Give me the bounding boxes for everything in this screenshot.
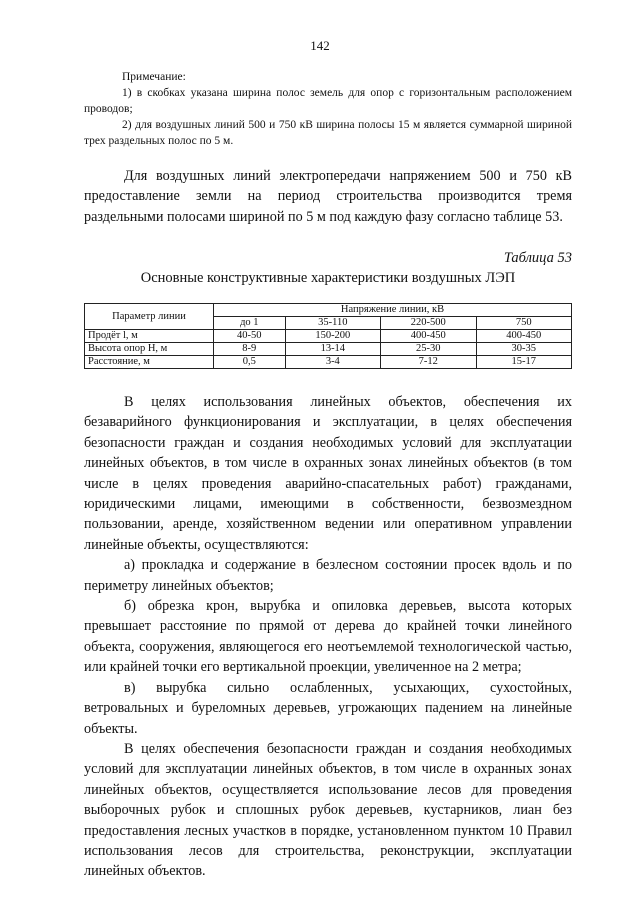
intro-paragraph: Для воздушных линий электропередачи напряжением 500 и 750 кВ предоставление земли на период строительства производится тремя раздельными полосами шириной по 5 м под каждую фазу согласно таблице 53.: [84, 168, 572, 225]
paragraph: б) обрезка крон, вырубка и опиловка деревьев, высота которых превышает расстояние по прямой от дерева до крайней точки линейного объекта, сооружения, являющегося его неотъемлемой технологической частью, или крайней точки его вертикальной проекции, увеличенное на 2 метра;: [84, 598, 572, 676]
paragraph: В целях обеспечения безопасности граждан и создания необходимых условий для эксплуатации линейных объектов, в том числе в охранных зонах линейных объектов, осуществляется использование лесов для проведения выборочных рубок и сплошных рубок деревьев, кустарников, лиан без предоставления лесных участков в порядке, установленном пунктом 10 Правил использования лесов для строительства, реконструкции, эксплуатации линейных объектов.: [84, 740, 572, 880]
row-param: Продёт l, м: [85, 330, 214, 343]
column-header: до 1: [214, 317, 286, 330]
column-header: 220-500: [381, 317, 476, 330]
table-header-row: [85, 304, 572, 317]
note-title: Примечание:: [122, 71, 186, 83]
table-cell: 25-30: [381, 343, 476, 356]
table-cell: 8-9: [214, 343, 286, 356]
table-cell: 0,5: [214, 356, 286, 369]
table-row: [85, 343, 572, 356]
page-number: 142: [310, 38, 330, 53]
table-cell: 7-12: [381, 356, 476, 369]
table-cell: 400-450: [476, 330, 572, 343]
note-item: 1) в скобках указана ширина полос земель для опор с горизонтальным расположением проводов;: [84, 87, 572, 115]
spec-table: [84, 303, 572, 369]
main-text-block: [84, 392, 572, 882]
table-row: [85, 330, 572, 343]
table-cell: 150-200: [285, 330, 380, 343]
paragraph: В целях использования линейных объектов, обеспечения их безаварийного функционирования и эксплуатации, в целях обеспечения безопасности граждан и создания необходимых условий для эксплуатации линейных объектов, в том числе в охранных зонах линейных объектов (в том числе в целях проведения аварийно-спасательных работ) гражданами, юридическими лицами, имеющими в собственности, безвозмездном пользовании, аренде, хозяйственном ведении или оперативном управлении линейные объекты, осуществляются:: [84, 394, 572, 553]
column-header: 750: [476, 317, 572, 330]
table-label: Таблица 53: [503, 250, 572, 266]
table-cell: 40-50: [214, 330, 286, 343]
row-param: Расстояние, м: [85, 356, 214, 369]
table-cell: 400-450: [381, 330, 476, 343]
table-cell: 3-4: [285, 356, 380, 369]
intro-paragraph-block: [84, 166, 572, 227]
paragraph: в) вырубка сильно ослабленных, усыхающих, сухостойных, ветровальных и буреломных деревьев, угрожающих падением на линейные объекты.: [84, 679, 572, 737]
table-cell: 30-35: [476, 343, 572, 356]
row-param: Высота опор Н, м: [85, 343, 214, 356]
table-title: Основные конструктивные характеристики воздушных ЛЭП: [140, 270, 516, 286]
param-header: Параметр линии: [85, 304, 214, 330]
note-item: 2) для воздушных линий 500 и 750 кВ ширина полосы 15 м является суммарной шириной трех раздельных полос по 5 м.: [84, 119, 572, 147]
column-header: 35-110: [285, 317, 380, 330]
note-block: [84, 69, 572, 149]
table-cell: 15-17: [476, 356, 572, 369]
paragraph: а) прокладка и содержание в безлесном состоянии просек вдоль и по периметру линейных объектов;: [84, 557, 572, 594]
voltage-group-header: Напряжение линии, кВ: [214, 304, 572, 317]
table-cell: 13-14: [285, 343, 380, 356]
table-row: [85, 356, 572, 369]
